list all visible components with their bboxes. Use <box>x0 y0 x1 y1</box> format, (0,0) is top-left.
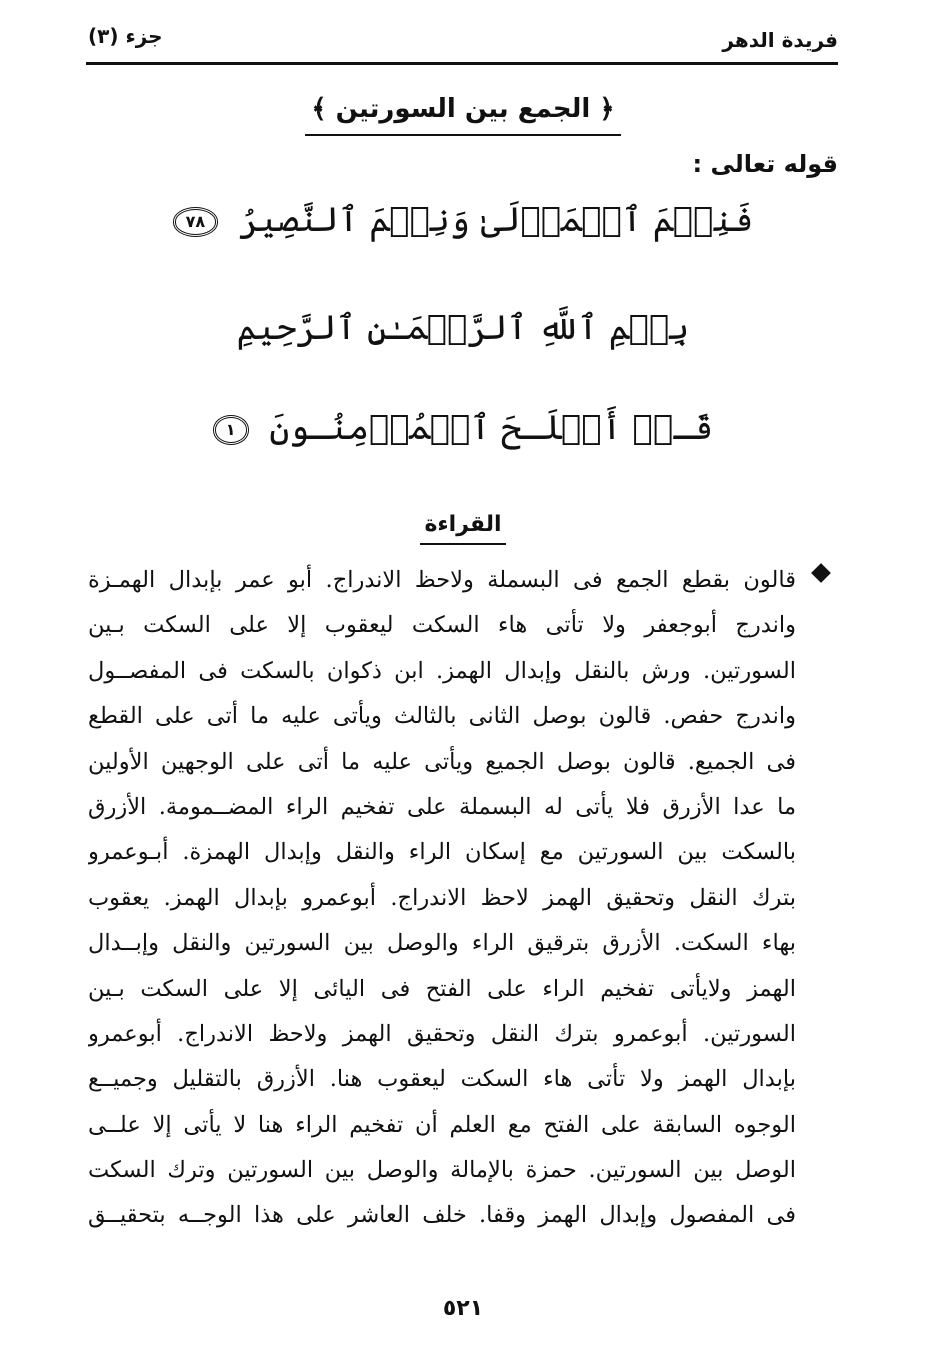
body-line: واندرج أبوجعفر ولا تأتى هاء السكت ليعقوب إلا على السكت بـين <box>88 612 796 639</box>
verse-basmala <box>0 308 926 349</box>
verse-2-text: بِسۡمِ ٱللَّهِ ٱلرَّحۡمَـٰنِ ٱلرَّحِيمِ <box>236 308 690 348</box>
qiraa-heading-wrap <box>0 512 926 545</box>
body-paragraph <box>88 558 796 1239</box>
body-line: فى المفصول وإبدال الهمز وقفا. خلف العاشر على هذا الوجــه بتحقيــق <box>88 1202 796 1229</box>
book-title: فريدة الدهر <box>722 28 838 52</box>
body-line: بترك النقل وتحقيق الهمز لاحظ الاندراج. أبوعمرو بإبدال الهمز. يعقوب <box>88 884 796 911</box>
body-line: قالون بقطع الجمع فى البسملة ولاحظ الاندراج. أبو عمر بإبدال الهمـزة <box>88 567 796 593</box>
body-line: الوصل بين السورتين. حمزة بالإمالة والوصل بين السورتين وترك السكت <box>88 1157 796 1184</box>
verse-3-text: قَـدۡ أَفۡلَـحَ ٱلۡمُؤۡمِنُـونَ <box>269 408 714 448</box>
section-title-wrap <box>0 94 926 136</box>
body-line: بالسكت بين السورتين مع إسكان الراء والنقل وإبدال الهمزة. أبـوعمرو <box>88 839 796 866</box>
verse-3 <box>0 408 926 449</box>
part-label: جزء (٣) <box>88 24 163 48</box>
diamond-bullet-icon <box>811 563 831 583</box>
body-line: بهاء السكت. الأزرق بترقيق الراء والوصل بين السورتين والنقل وإبــدال <box>88 930 796 957</box>
header-rule <box>86 62 838 65</box>
body-line: الوجوه السابقة على الفتح مع العلم أن تفخيم الراء هنا لا يأتى إلا علــى <box>88 1111 796 1138</box>
body-line: الهمز ولايأتى تفخيم الراء على الفتح فى اليائى إلا على السكت بـين <box>88 975 796 1002</box>
running-header <box>88 24 838 58</box>
section-title: ﴿ الجمع بين السورتين ﴾ <box>305 94 620 136</box>
intro-text: قوله تعالى : <box>692 150 838 178</box>
verse-1-text: فَنِعۡمَ ٱلۡمَوۡلَىٰ وَنِعۡمَ ٱلنَّصِيرُ <box>238 200 754 240</box>
page-number: ٥٢١ <box>442 1296 484 1321</box>
verse-1 <box>0 200 926 241</box>
body-line: بإبدال الهمز ولا تأتى هاء السكت ليعقوب هنا. الأزرق بالتقليل وجميــع <box>88 1066 796 1093</box>
ayah-number-marker: ١ <box>213 415 249 444</box>
body-line: فى الجميع. قالون بوصل الجميع ويأتى عليه ما أتى على الوجهين الأولين <box>88 748 796 775</box>
body-line: ما عدا الأزرق فلا يأتى له البسملة على تفخيم الراء المضــمومة. الأزرق <box>88 793 796 820</box>
ayah-number-marker: ٧٨ <box>173 207 219 236</box>
qiraa-heading: القراءة <box>420 512 505 545</box>
body-line: واندرج حفص. قالون بوصل الثانى بالثالث ويأتى عليه ما أتى على القطع <box>88 703 796 730</box>
body-line: السورتين. أبوعمرو بترك النقل وتحقيق الهمز ولاحظ الاندراج. أبوعمرو <box>88 1020 796 1047</box>
body-line: السورتين. ورش بالنقل وإبدال الهمز. ابن ذكوان بالسكت فى المفصــول <box>88 657 796 684</box>
